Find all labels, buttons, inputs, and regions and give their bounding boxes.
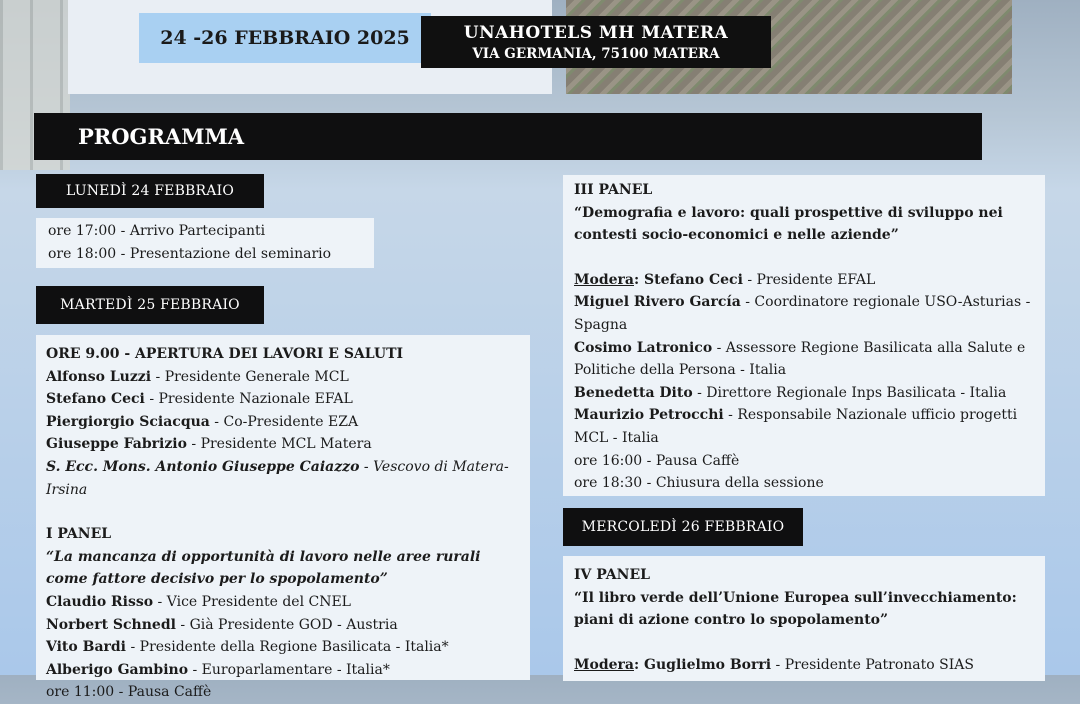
speaker-line: Benedetta Dito - Direttore Regionale Inps Basilicata - Italia: [574, 384, 1007, 401]
speaker-line: Miguel Rivero García - Coordinatore regionale USO-Asturias - Spagna: [574, 294, 1031, 333]
venue-name: UNAHOTELS MH MATERA: [463, 22, 729, 43]
speaker-line: Giuseppe Fabrizio - Presidente MCL Matera: [46, 436, 372, 453]
speaker-line: Cosimo Latronico - Assessore Regione Basilicata alla Salute e Politiche della Persona - Italia: [574, 339, 1026, 379]
panel4-box: [563, 556, 1045, 681]
schedule-line: ore 18:30 - Chiusura della sessione: [574, 475, 824, 492]
panel4-title: “Il libro verde dell’Unione Europea sull’invecchiamento: piani di azione contro lo spopolamento”: [574, 589, 1017, 629]
schedule-line: ore 18:00 - Presentazione del seminario: [48, 245, 332, 262]
speaker-line: Claudio Risso - Vice Presidente del CNEL: [46, 593, 351, 610]
opening-line: ORE 9.00 - APERTURA DEI LAVORI E SALUTI: [46, 346, 404, 362]
moderator-line: Modera: Stefano Ceci - Presidente EFAL: [574, 271, 876, 288]
speaker-line: Piergiorgio Sciacqua - Co-Presidente EZA: [46, 413, 359, 430]
speaker-line: Norbert Schnedl - Già Presidente GOD - Austria: [46, 616, 398, 633]
panel1-label: I PANEL: [46, 526, 112, 543]
panel4-label: IV PANEL: [574, 567, 650, 583]
venue-address: VIA GERMANIA, 75100 MATERA: [472, 45, 720, 62]
wednesday-header: MERCOLEDÌ 26 FEBBRAIO: [563, 508, 803, 546]
speaker-line: S. Ecc. Mons. Antonio Giuseppe Caiazzo - Vescovo di Matera-Irsina: [46, 458, 509, 498]
panel1-title: “La mancanza di opportunità di lavoro nelle aree rurali come fattore decisivo per lo spopolamento”: [46, 548, 481, 588]
venue-box: [421, 16, 771, 68]
tuesday-schedule: [36, 335, 530, 701]
speaker-line: Maurizio Petrocchi - Responsabile Nazionale ufficio progetti MCL - Italia: [574, 407, 1018, 446]
panel3-title: “Demografia e lavoro: quali prospettive di sviluppo nei contesti socio-economici e nelle aziende”: [574, 204, 1003, 244]
tuesday-header: MARTEDÌ 25 FEBBRAIO: [36, 286, 264, 324]
panel3-box: [563, 175, 1045, 496]
speaker-line: Stefano Ceci - Presidente Nazionale EFAL: [46, 391, 353, 408]
panel3-label: III PANEL: [574, 182, 653, 198]
monday-header: LUNEDÌ 24 FEBBRAIO: [36, 174, 264, 208]
monday-schedule: [36, 218, 374, 268]
speaker-line: Alfonso Luzzi - Presidente Generale MCL: [46, 368, 349, 385]
schedule-line: ore 17:00 - Arrivo Partecipanti: [48, 223, 266, 239]
schedule-line: ore 16:00 - Pausa Caffè: [574, 452, 740, 469]
speaker-line: Vito Bardi - Presidente della Regione Basilicata - Italia*: [46, 639, 449, 656]
schedule-line: ore 11:00 - Pausa Caffè: [46, 684, 212, 701]
event-dates: 24 -26 FEBBRAIO 2025: [139, 13, 431, 63]
speaker-line: Alberigo Gambino - Europarlamentare - Italia*: [46, 661, 390, 678]
moderator-line: Modera: Guglielmo Borri - Presidente Patronato SIAS: [574, 656, 974, 673]
programma-heading: PROGRAMMA: [34, 113, 982, 160]
